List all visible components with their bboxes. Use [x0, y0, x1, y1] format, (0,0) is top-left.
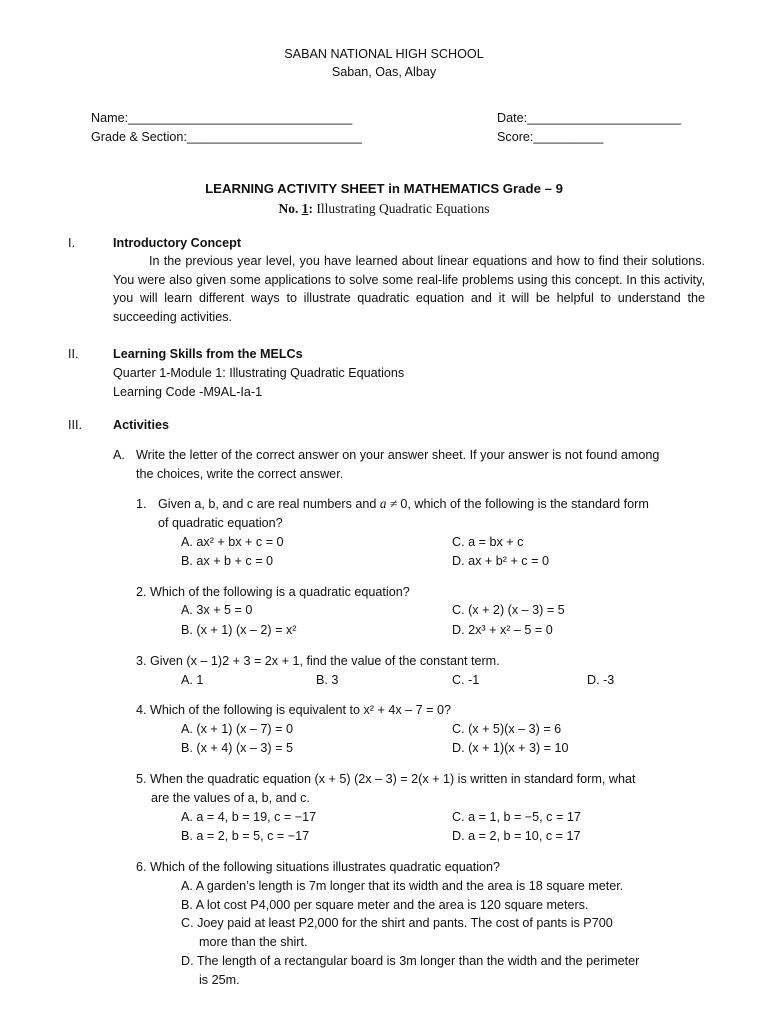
q3-text: 3. Given (x – 1)2 + 3 = 2x + 1, find the value of the constant term. [136, 654, 500, 668]
lesson-no-colon: : [308, 201, 313, 216]
q4-choice-c[interactable]: C. (x + 5)(x – 3) = 6 [452, 722, 562, 736]
q6-choice-a[interactable]: A. A garden’s length is 7m longer that its width and the area is 18 square meter. [181, 879, 624, 893]
melc-quarter: Quarter 1-Module 1: Illustrating Quadratic Equations [113, 366, 405, 380]
q6-choice-d-line2[interactable]: is 25m. [199, 973, 240, 987]
section-3-numeral: III. [68, 418, 82, 432]
intro-paragraph: In the previous year level, you have learned about linear equations and how to find their solutions. You were also given some applications to solve some real-life problems using this concept. In this activity, you will learn different ways to illustrate quadratic equation and it will be helpful to understand the succeeding activities. [113, 254, 705, 324]
q6-choice-c[interactable]: C. Joey paid at least P2,000 for the shirt and pants. The cost of pants is P700 [181, 916, 613, 930]
q3-choice-c[interactable]: C. -1 [452, 673, 480, 687]
q1-choice-d[interactable]: D. ax + b² + c = 0 [452, 554, 549, 568]
section-2-heading: Learning Skills from the MELCs [113, 347, 303, 361]
q2-text: 2. Which of the following is a quadratic equation? [136, 585, 410, 599]
q4-choice-d[interactable]: D. (x + 1)(x + 3) = 10 [452, 741, 569, 755]
q1-text [158, 495, 649, 514]
section-1-heading: Introductory Concept [113, 236, 242, 250]
name-field[interactable]: Name:________________________________ [91, 111, 353, 125]
q3-choice-b[interactable]: B. 3 [316, 673, 339, 687]
q1-text-mid: 0, which of the following is the standard form [400, 497, 649, 511]
q3-choice-a[interactable]: A. 1 [181, 673, 204, 687]
q2-choice-c[interactable]: C. (x + 2) (x – 3) = 5 [452, 603, 565, 617]
q4-choice-b[interactable]: B. (x + 4) (x – 3) = 5 [181, 741, 293, 755]
date-field[interactable]: Date:______________________ [497, 111, 682, 125]
section-1-numeral: I. [68, 236, 75, 250]
q6-choice-d[interactable]: D. The length of a rectangular board is 3m longer than the width and the perimeter [181, 954, 640, 968]
page-title: LEARNING ACTIVITY SHEET in MATHEMATICS Grade – 9 [205, 181, 563, 196]
school-name: SABAN NATIONAL HIGH SCHOOL [284, 47, 484, 61]
q5-choice-d[interactable]: D. a = 2, b = 10, c = 17 [452, 829, 581, 843]
q5-choice-b[interactable]: B. a = 2, b = 5, c = −17 [181, 829, 310, 843]
lesson-no-label: No. [278, 201, 302, 216]
q5-text-line2: are the values of a, b, and c. [151, 791, 310, 805]
q1-text-line2: of quadratic equation? [158, 516, 283, 530]
school-address: Saban, Oas, Albay [331, 65, 437, 79]
q3-choice-d[interactable]: D. -3 [587, 673, 615, 687]
q6-choice-c-line2[interactable]: more than the shirt. [199, 935, 308, 949]
q5-text: 5. When the quadratic equation (x + 5) (2x – 3) = 2(x + 1) is written in standard form, what [136, 772, 636, 786]
q1-choice-a[interactable]: A. ax² + bx + c = 0 [181, 535, 284, 549]
q1-choice-c[interactable]: C. a = bx + c [452, 535, 524, 549]
lesson-no-value: 1 [301, 201, 309, 216]
q2-choice-a[interactable]: A. 3x + 5 = 0 [181, 603, 253, 617]
part-a-label: A. [113, 448, 125, 462]
q1-text-pre: Given a, b, and c are real numbers and [158, 497, 380, 511]
section-2-numeral: II. [68, 347, 79, 361]
score-field[interactable]: Score:__________ [497, 130, 604, 144]
q4-text: 4. Which of the following is equivalent to x² + 4x – 7 = 0? [136, 703, 452, 717]
q2-choice-b[interactable]: B. (x + 1) (x – 2) = x² [181, 623, 297, 637]
section-3-heading: Activities [113, 418, 169, 432]
q4-choice-a[interactable]: A. (x + 1) (x – 7) = 0 [181, 722, 293, 736]
q5-choice-a[interactable]: A. a = 4, b = 19, c = −17 [181, 810, 317, 824]
q1-number: 1. [136, 497, 147, 511]
part-a-instruction: Write the letter of the correct answer on your answer sheet. If your answer is not found among the choices, write the correct answer. [136, 448, 660, 481]
q6-choice-b[interactable]: B. A lot cost P4,000 per square meter and the area is 120 square meters. [181, 898, 589, 912]
grade-section-field[interactable]: Grade & Section:_________________________ [91, 130, 363, 144]
q5-choice-c[interactable]: C. a = 1, b = −5, c = 17 [452, 810, 581, 824]
q1-choice-b[interactable]: B. ax + b + c = 0 [181, 554, 274, 568]
q6-text: 6. Which of the following situations illustrates quadratic equation? [136, 860, 501, 874]
lesson-subtitle [0, 200, 768, 219]
q2-choice-d[interactable]: D. 2x³ + x² – 5 = 0 [452, 623, 553, 637]
melc-code: Learning Code -M9AL-Ia-1 [113, 385, 263, 399]
q1-text-math: a ≠ [379, 496, 401, 511]
lesson-topic: Illustrating Quadratic Equations [312, 201, 490, 216]
